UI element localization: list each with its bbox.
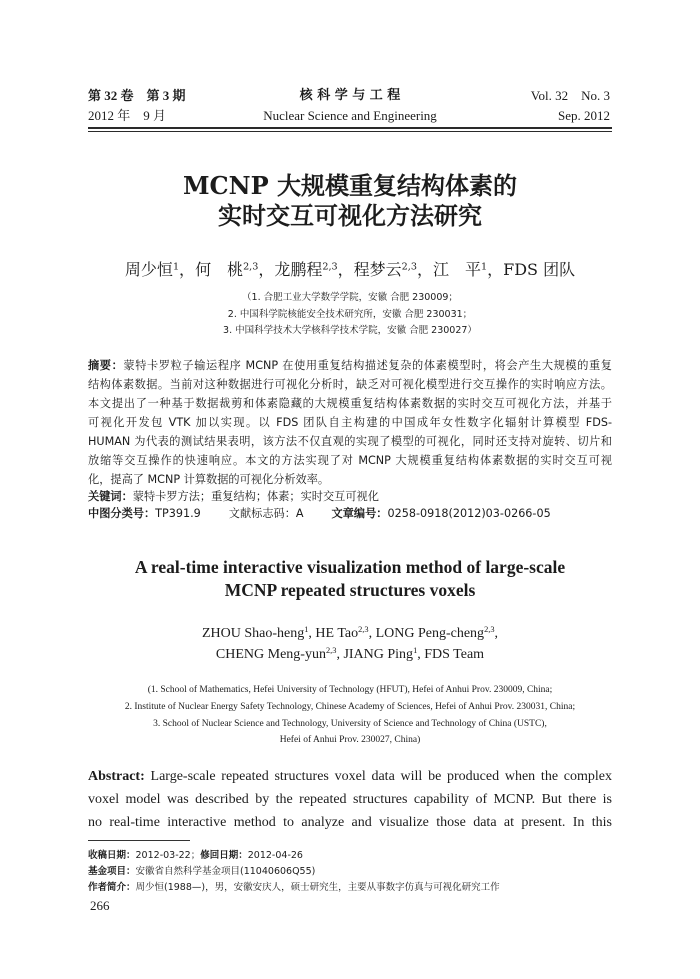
abstract-en-line [88,765,612,788]
received-label: 收稿日期： [88,850,136,861]
author-affiliation-mark: 1 [413,645,418,655]
abstract-cn-line: 放缩等交互操作的快速响应。本文的方法实现了对 MCNP 大规模重复结构体素数据的实时交互可视 [88,454,612,467]
affiliation-line: (1. School of Mathematics, Hefei University of Technology (HFUT), Hefei of Anhui Prov. 230009, China; [147,685,553,695]
classification-line [88,505,612,523]
abstract-cn-line: 本文提出了一种基于数据裁剪和体素隐藏的大规模重复结构体素数据的实时交互可视化方法，并基于 [88,397,612,410]
header-rule-thick [88,127,612,129]
title-cn-line-2: 实时交互可视化方法研究 [218,201,482,230]
author-separator: , [336,647,344,662]
journal-name-cn: 核 科 学 与 工 程 [299,88,401,103]
keywords-cn [88,488,612,506]
author-affiliation-mark: 2,3 [243,261,259,273]
affiliations-en [0,682,700,749]
authors-en [0,623,700,665]
author-affiliation-mark: 2,3 [325,645,337,655]
revised-date: 2012-04-26 [247,850,303,861]
revised-label: 修回日期： [200,850,248,861]
author-affiliation-mark: 2,3 [484,624,495,634]
footnote-dates [88,848,612,864]
author-name: CHENG Meng-yun [215,647,326,662]
bio-label: 作者简介： [88,882,136,893]
authors-en-line-1 [0,623,700,644]
abstract-en-label: Abstract: [88,769,145,784]
author-name: 江 平 [432,260,481,279]
author-separator: , [308,626,316,641]
author-affiliation-mark: 1 [304,624,309,634]
header-right [531,86,610,126]
author-name: 程梦云 [353,260,402,279]
abstract-en-line: voxel model was described by the repeated structures capability of MCNP. But there is [88,792,612,807]
publication-date-cn: 2012 年 9 月 [88,108,167,123]
affiliation-line: 3. School of Nuclear Science and Technology, University of Science and Technology of China (USTC), [153,718,547,729]
abstract-cn [88,356,612,489]
footnote-fund [88,864,612,880]
abstract-en-line: no real-time interactive method to analyze and visualize those data at present. In this [88,815,612,830]
author-separator: ， [258,260,275,279]
author-separator: , [494,626,499,641]
title-en-line-1: A real-time interactive visualization method of large-scale [134,557,566,577]
document-code-label: 文献标志码： [228,507,296,520]
affiliation-line: 3. 中国科学技术大学核科学技术学院，安徽 合肥 230027） [223,325,477,336]
author-affiliation-mark: 1 [172,261,180,273]
volume-number-en: Vol. 32 No. 3 [530,88,610,103]
article-number-label: 文章编号： [331,507,388,520]
author-name: FDS 团队 [503,260,576,279]
title-en-line-2: MCNP repeated structures voxels [224,580,476,600]
author-affiliation-mark: 2,3 [358,624,369,634]
abstract-cn-line: 化，提高了 MCNP 计算数据的可视化分析效率。 [88,473,330,486]
author-name: JIANG Ping [343,647,414,662]
abstract-cn-line: 结构体素数据。当前对这种数据进行可视化分析时，缺乏对可视化模型进行交互操作的实时响应方法。 [88,378,612,391]
bio-text: 周少恒(1988—)，男，安徽安庆人，硕士研究生，主要从事数字仿真与可视化研究工作 [135,882,500,893]
document-code: A [295,507,304,520]
header-center [200,86,500,126]
title-en [0,556,700,602]
author-affiliation-mark: 2,3 [401,261,417,273]
author-name: FDS Team [424,647,485,662]
author-name: 周少恒 [124,260,173,279]
authors-en-line-2 [0,644,700,665]
authors-cn [0,258,700,282]
affiliation-line: Hefei of Anhui Prov. 230027, China) [279,735,421,746]
received-date: 2012-03-22； [135,850,201,861]
journal-name-en: Nuclear Science and Engineering [263,108,437,123]
title-cn-line-1: MCNP 大规模重复结构体素的 [182,171,517,200]
author-separator: ， [416,260,433,279]
abstract-cn-text: 蒙特卡罗粒子输运程序 MCNP 在使用重复结构描述复杂的体素模型时，将会产生大规模的重复 [123,359,612,372]
author-affiliation-mark: 2,3 [322,261,338,273]
abstract-cn-line [88,356,612,375]
author-name: LONG Peng-cheng [375,626,485,641]
footnote-author-bio [88,880,612,896]
affiliations-cn [0,290,700,340]
abstract-cn-line: HUMAN 为代表的测试结果表明，该方法不仅直观的实现了模型的可视化，同时还支持对旋转、切片和 [88,435,612,448]
author-name: 何 桃 [195,260,244,279]
author-separator: ， [179,260,196,279]
footnotes [88,848,612,896]
affiliation-line: 2. Institute of Nuclear Energy Safety Technology, Chinese Academy of Sciences, Hefei of Anhui Prov. 230031, China; [124,701,576,712]
title-cn [0,171,700,231]
author-affiliation-mark: 1 [480,261,488,273]
abstract-en [88,765,612,834]
author-name: 龙鹏程 [274,260,323,279]
author-name: ZHOU Shao-heng [201,626,305,641]
keywords-text: 蒙特卡罗方法；重复结构；体素；实时交互可视化 [132,490,379,503]
keywords-label: 关键词： [88,490,133,503]
author-separator: ， [487,260,504,279]
affiliation-line: （1. 合肥工业大学数学学院，安徽 合肥 230009； [242,292,458,303]
article-number: 0258-0918(2012)03-0266-05 [387,507,551,520]
author-name: HE Tao [315,626,359,641]
abstract-cn-line: 可视化开发包 VTK 加以实现。以 FDS 团队自主构建的中国成年女性数字化辐射计算模型 FDS- [88,416,612,429]
author-separator: , [417,647,425,662]
page-number: 266 [90,898,110,913]
fund-text: 安徽省自然科学基金项目(11040606Q55) [135,866,316,877]
author-separator: ， [337,260,354,279]
publication-date-en: Sep. 2012 [558,108,610,123]
affiliation-line: 2. 中国科学院核能安全技术研究所，安徽 合肥 230031； [227,308,473,320]
clc-code: TP391.9 [155,507,201,520]
abstract-en-text: Large-scale repeated structures voxel data will be produced when the complex [150,769,612,784]
abstract-cn-label: 摘要： [88,359,124,372]
fund-label: 基金项目： [88,866,136,877]
volume-issue: 第 32 卷 第 3 期 [88,88,186,103]
footnote-rule [88,840,190,841]
clc-label: 中图分类号： [88,507,156,520]
author-separator: , [368,626,376,641]
header-rule-thin [88,131,612,132]
header-left [88,86,186,126]
